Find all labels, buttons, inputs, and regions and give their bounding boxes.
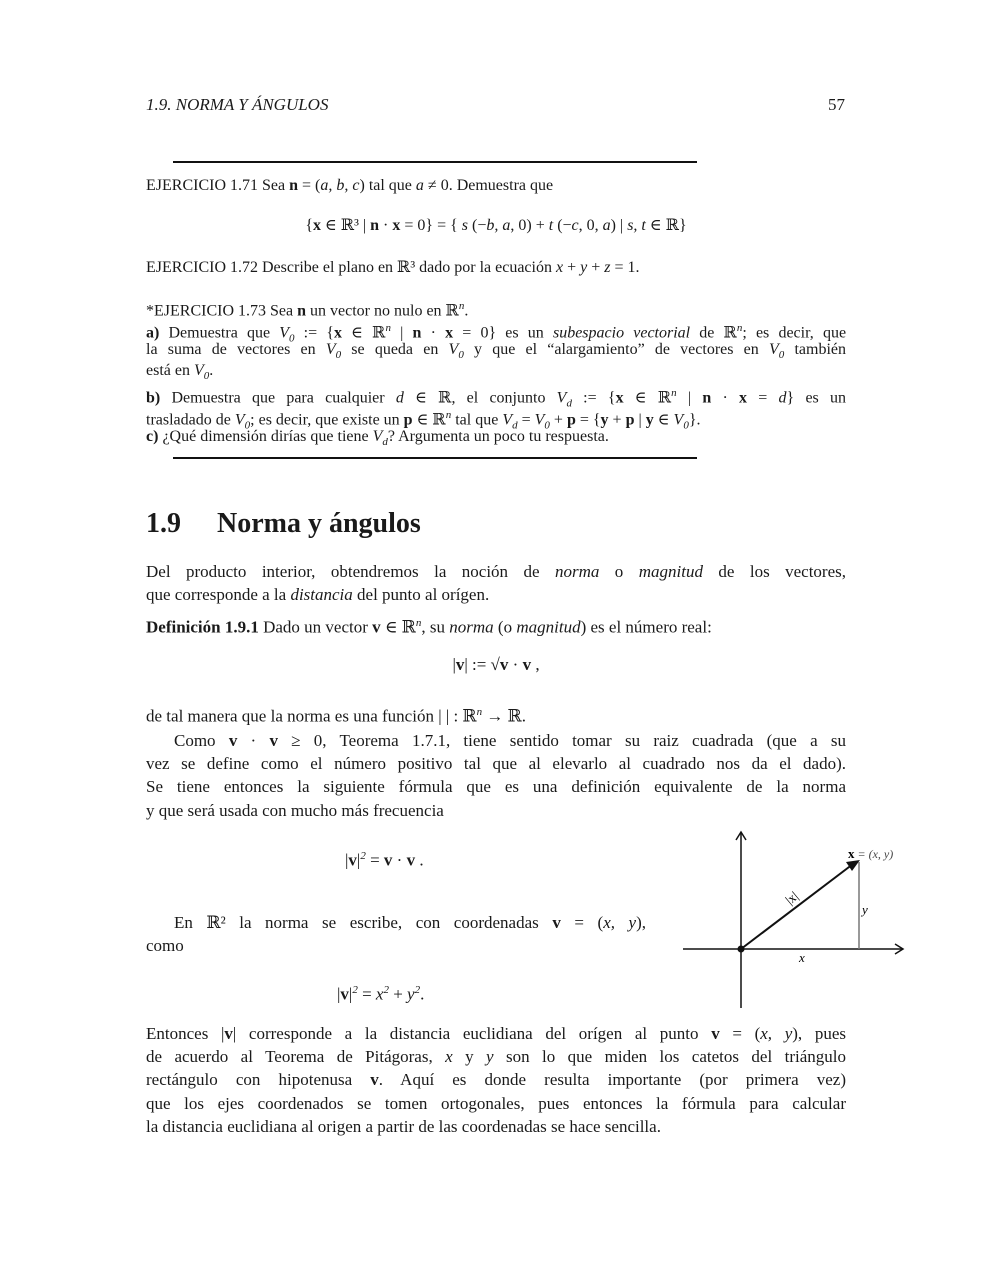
y-label: y [862,902,868,917]
text-run: EJERCICIO 1.72 Describe el plano en ℝ³ dado por la ecuación [146,259,556,276]
text-run: Demuestra que para cualquier [160,389,396,407]
point-label-bold: x [848,846,855,861]
text-run: un vector no nulo en ℝ [306,302,459,320]
text-line [146,427,609,452]
text-run: ∈ ℝ} [645,217,687,234]
text-run: y que será usada con mucho más frecuencia [146,801,444,820]
text-run: v [340,984,349,1004]
text-run: · [421,324,446,342]
text-run: que corresponde a la [146,585,291,604]
text-run: ∈ ℝ³ | [321,217,371,234]
text-run: d [566,397,572,410]
text-run: Como [174,731,229,750]
text-run: ∈ ℝ [412,411,446,429]
text-line [146,562,846,582]
text-line [174,731,846,751]
text-run: ∈ [653,411,674,429]
text-run: , 0, [578,217,603,234]
text-run: y que el “alargamiento” de vectores en [463,341,769,358]
text-run: . Aquí es donde resulta importante (por primera vez) [378,1070,846,1089]
text-run: n [385,322,391,334]
text-run: | [348,984,353,1004]
text-line [345,846,424,871]
point-label: = (x, y) [854,847,894,861]
text-run: + [608,411,626,429]
text-run: n [671,387,677,399]
text-run: subespacio vectorial [552,324,691,342]
svg-text:x = (x, y) [848,846,893,861]
text-run: = 1. [610,259,640,276]
text-run: Entonces | [146,1024,225,1043]
text-run: } es un [786,389,846,407]
text-run: ; es decir, que [742,324,847,342]
text-run: ? Argumenta un poco tu respuesta. [387,428,609,445]
text-run: = [365,850,384,870]
text-line [146,1094,846,1114]
text-run: v [224,1024,233,1043]
exercise-rule-top [173,161,697,163]
text-run: tal que [451,411,503,429]
text-run: + [388,984,408,1004]
text-run: ; es decir, que existe un [250,411,404,429]
text-run: v [372,617,381,637]
text-run: | [634,411,646,429]
text-run: + [587,259,605,276]
text-run: V [768,341,779,358]
text-run: V [502,411,513,429]
text-run: := { [571,389,616,407]
text-run: = ( [560,913,604,932]
text-run: x [615,389,624,407]
vector-arrowhead-icon [846,860,860,871]
text-run: v [552,913,561,932]
text-run: de ℝ [690,324,737,342]
text-run: = 0} es un [453,324,553,342]
text-run: Se tiene entonces la siguiente fórmula que es una definición equivalente de la norma [146,777,846,796]
text-run: v [383,850,393,870]
text-run: 2 [414,984,421,996]
text-run: d [778,389,787,407]
text-run: → ℝ. [482,706,526,726]
text-run: · [392,850,407,870]
text-run: norma [449,617,494,637]
text-run: x [445,324,454,342]
text-run: de tal manera que la norma es una función | | : ℝ [146,706,477,726]
text-run: del punto al orígen. [352,585,490,604]
text-run: Demuestra que [159,324,280,342]
text-run: x [445,1047,453,1066]
text-run: · [711,389,740,407]
text-line [146,702,526,727]
text-run: }. [688,411,701,429]
text-run: 0 [683,419,689,432]
text-run: como [146,936,184,955]
text-run: | [390,324,413,342]
text-line [146,1070,846,1090]
text-line [174,913,646,933]
text-run: ¿Qué dimensión dirías que tiene [158,428,373,445]
text-run: p [625,411,635,429]
text-run: 2 [352,984,358,996]
text-run: y [645,411,654,429]
text-run: ) es el número real: [580,617,712,637]
text-run: = 0} = { [400,217,462,234]
text-run: n [415,617,422,629]
text-run: = [747,389,779,407]
text-run: también [784,341,847,358]
text-run: x [555,259,564,276]
text-run: trasladado de [146,411,235,429]
text-run: x, y [760,1024,793,1043]
text-run: , su [421,617,450,637]
text-run: | [356,850,361,870]
text-run: V [234,411,245,429]
text-run: 2 [360,850,366,862]
text-run: V [193,362,204,379]
section-number: 1.9 [146,508,181,539]
text-run: v [522,655,532,674]
text-run: v [269,731,278,750]
text-run: y [580,259,588,276]
text-run: + [549,411,567,429]
text-run: V [534,411,545,429]
vector-x [741,864,853,949]
text-run: ≠ 0. Demuestra que [423,177,554,194]
text-run: a) [146,324,160,342]
text-run: (o [493,617,517,637]
text-run: = { [575,411,601,429]
text-run: V [448,341,459,358]
text-run: = ( [298,177,321,194]
text-run: | [345,850,349,870]
running-header: 1.9. NORMA Y ÁNGULOS [146,95,329,114]
text-run: que los ejes coordenados se tomen ortogonales, pues entonces la fórmula para calcular [146,1094,846,1113]
text-run: . [420,984,425,1004]
text-run: a, b, c [320,177,360,194]
text-run: . [209,362,214,379]
text-run: V [372,428,383,445]
text-run: n [458,300,465,312]
text-run: n [370,217,380,234]
text-run: 0 [458,349,464,362]
text-line [146,801,444,821]
text-run: | [452,655,456,674]
exercise-rule-bottom [173,457,697,459]
text-line [146,176,553,196]
text-run: ), pues [792,1024,846,1043]
text-run: t [548,217,554,234]
text-run: x [375,984,384,1004]
text-run: está en [146,362,194,379]
norm-label: |x| [782,888,801,908]
text-run: la suma de vectores en [146,341,326,358]
text-line [146,340,846,365]
x-label: x [799,950,805,965]
text-run: | [676,389,703,407]
text-run: | [337,984,341,1004]
section-title: Norma y ángulos [217,508,421,539]
text-run: c [571,217,579,234]
text-run: de los vectores, [702,562,846,581]
text-line [337,980,424,1005]
text-run: n [736,322,743,334]
text-run: d [395,389,404,407]
text-run: p [566,411,576,429]
text-run: v [711,1024,720,1043]
text-run: d [382,436,388,449]
text-run: vez se define como el número positivo tal que al elevarlo al cuadrado nos da el dado). [146,754,846,773]
text-run: (− [468,217,487,234]
text-run: V [279,324,290,342]
text-run: n [289,177,299,194]
text-run: v [455,655,465,674]
text-run: { [305,217,313,234]
text-run: 2 [383,984,389,996]
text-line [146,258,640,278]
text-run: 0 [203,370,210,383]
text-run: v [348,850,357,870]
text-run: ∈ ℝ, el conjunto [403,389,557,407]
text-run: se queda en [341,341,449,358]
text-run: , [531,655,540,674]
text-line [146,216,846,236]
text-run: magnitud [516,617,581,637]
text-run: la distancia euclidiana al origen a partir de las coordenadas se hace sencilla. [146,1117,661,1136]
text-run: norma [554,562,600,581]
text-run: *EJERCICIO 1.73 Sea [146,302,298,320]
text-run: a [415,177,424,194]
text-run: ) | [610,217,628,234]
text-line [146,1047,846,1067]
text-run: rectángulo con hipotenusa [146,1070,371,1089]
text-run: · [508,655,523,674]
text-line [146,585,489,605]
text-line [146,754,846,774]
text-line [146,1117,661,1137]
text-run: n [445,409,452,421]
text-run: V [325,341,336,358]
text-run: 0 [778,349,785,362]
text-run: b) [146,389,161,407]
text-run: s, t [627,217,646,234]
text-run: y [600,411,609,429]
text-run: En ℝ² la norma se escribe, con coordenadas [174,913,553,932]
text-run: 0 [244,419,251,432]
text-run: 0 [544,419,550,432]
text-line [146,777,846,797]
text-run: n [412,324,422,342]
text-run: x [313,217,321,234]
text-run: . [415,850,424,870]
text-run: s [461,217,469,234]
text-run: . [464,302,469,320]
text-run: y [486,1047,494,1066]
text-run: distancia [290,585,353,604]
text-run: ∈ ℝ [380,617,416,637]
text-line [146,613,712,638]
text-run: n [476,706,483,718]
text-run: z [604,259,611,276]
text-run: x, y [603,913,637,932]
text-run: 0 [289,332,295,345]
text-run: 0 [335,349,342,362]
text-run: ), [636,913,647,932]
text-run: x [739,389,748,407]
text-run: d [512,419,518,432]
text-run: | corresponde a la distancia euclidiana del orígen al punto [232,1024,712,1043]
text-run: o [599,562,639,581]
text-run: | := √ [464,655,500,674]
page-number: 57 [828,95,845,114]
text-run: son lo que miden los catetos del triángulo [493,1047,846,1066]
text-run: (− [553,217,572,234]
text-line [146,655,846,675]
text-run: y [407,984,415,1004]
text-run: ∈ ℝ [342,324,386,342]
vector-norm-figure [670,820,920,1020]
text-run: · [237,731,270,750]
text-run: EJERCICIO 1.71 Sea [146,177,290,194]
text-run: v [370,1070,379,1089]
text-run: · [379,217,393,234]
text-run: = [357,984,376,1004]
text-run: c) [146,428,159,445]
text-run: magnitud [638,562,703,581]
text-run: = [517,411,535,429]
text-run: ) tal que [359,177,416,194]
text-run: p [403,411,413,429]
text-run: v [406,850,416,870]
text-run: x [334,324,342,342]
text-run: Dado un vector [258,617,373,637]
text-run: v [499,655,509,674]
text-run: ≥ 0, Teorema 1.7.1, tiene sentido tomar su raiz cuadrada (que a su [277,731,846,750]
text-line [146,936,184,956]
text-run: V [556,389,567,407]
text-run: = ( [719,1024,761,1043]
text-run: n [702,389,712,407]
text-run: x [392,217,401,234]
text-run: y [452,1047,487,1066]
origin-point [738,946,745,953]
text-run: ∈ ℝ [623,389,672,407]
text-run: , 0) + [510,217,549,234]
text-run: V [673,411,684,429]
text-run: de acuerdo al Teorema de Pitágoras, [146,1047,446,1066]
text-run: a [602,217,611,234]
text-run: Del producto interior, obtendremos la noción de [146,562,555,581]
text-run: := { [294,324,334,342]
text-run: n [297,302,307,320]
text-run: Definición 1.9.1 [146,617,259,637]
text-run: b, a [486,217,511,234]
text-run: + [563,259,581,276]
text-run: v [228,731,238,750]
text-line [146,1024,846,1044]
